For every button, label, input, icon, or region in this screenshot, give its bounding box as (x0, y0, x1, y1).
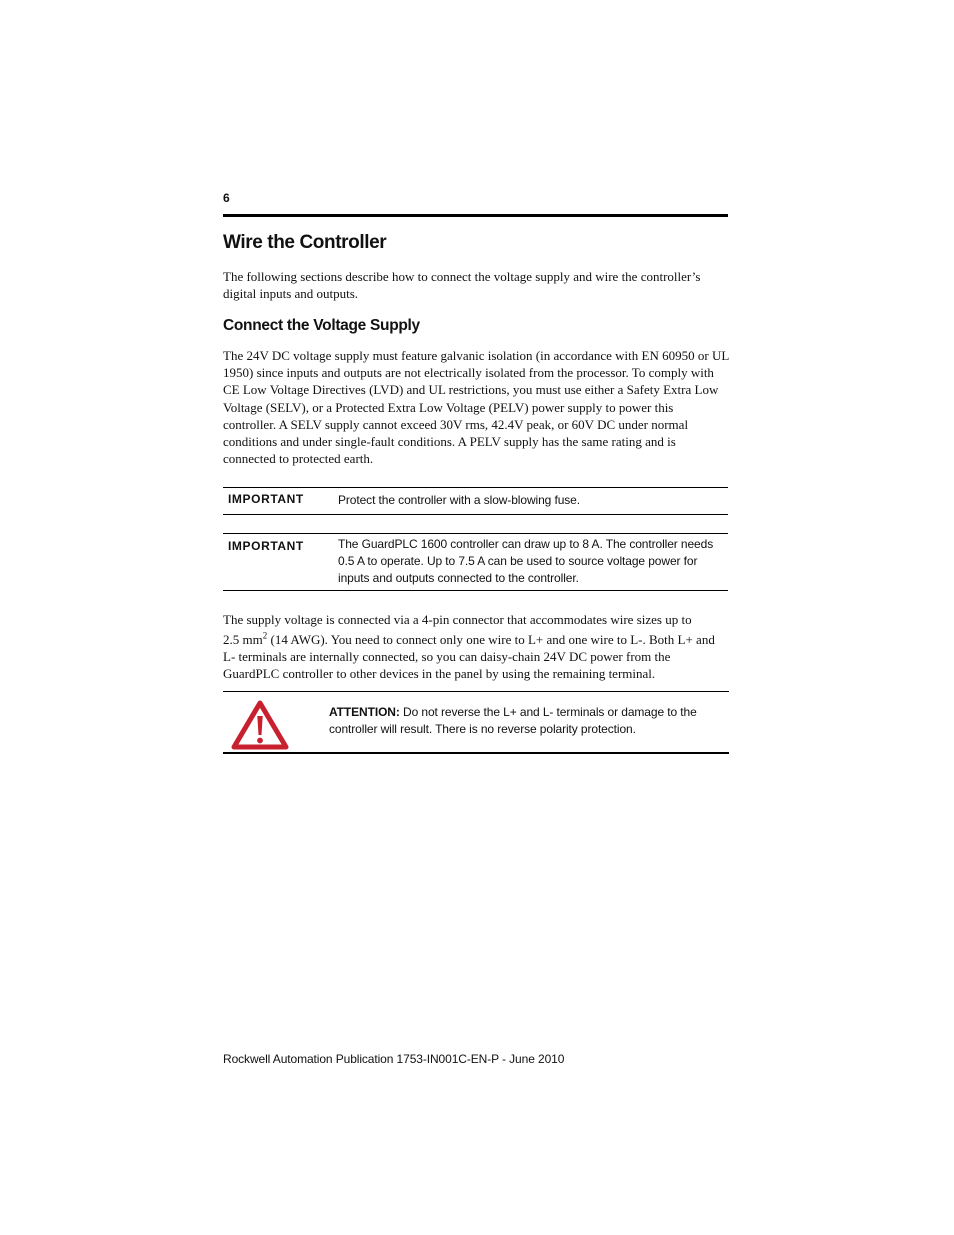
warning-triangle-icon (231, 700, 289, 750)
section-intro: The following sections describe how to connect the voltage supply and wire the controller’s digital inputs and outputs. (223, 269, 701, 302)
header-rule (223, 214, 728, 217)
section-title: Wire the Controller (223, 232, 387, 253)
attention-label: ATTENTION: (329, 705, 400, 719)
page-number: 6 (223, 191, 230, 205)
voltage-supply-paragraph: The 24V DC voltage supply must feature galvanic isolation (in accordance with EN 60950 or UL 1950) since inputs and outputs are not electrically isolated from the processor. To comply with CE Low Voltage Directives (LVD) and UL restrictions, you must use either a Safety Extra Low Voltage (SELV), or a Protected Extra Low Voltage (PELV) power supply to power this controller. A SELV supply cannot exceed 30V rms, 42.4V peak, or 60V DC under normal conditions and under single-fault conditions. A PELV supply has the same rating and is connected to protected earth. (223, 348, 729, 467)
attention-notice (223, 691, 729, 754)
important-text: Protect the controller with a slow-blowing fuse. (338, 493, 580, 507)
important-text: The GuardPLC 1600 controller can draw up to 8 A. The controller needs 0.5 A to operate. Up to 7.5 A can be used to source voltage power for inputs and outputs connected to the controller. (338, 537, 714, 585)
important-label: IMPORTANT (228, 539, 304, 553)
connector-text-line1: The supply voltage is connected via a 4-pin connector that accommodates wire sizes up to (223, 612, 692, 627)
wire-size: 2.5 mm (223, 632, 263, 647)
wire-size-exponent: 2 (262, 630, 268, 641)
supply-connector-paragraph (223, 611, 729, 682)
publication-footer: Rockwell Automation Publication 1753-IN001C-EN-P - June 2010 (223, 1052, 565, 1066)
attention-text (329, 704, 699, 738)
important-notice-current (223, 533, 728, 591)
important-label: IMPORTANT (228, 492, 304, 506)
connector-text-rest: (14 AWG). You need to connect only one wire to L+ and one wire to L-. Both L+ and L- terminals are internally connected, so you can daisy-chain 24V DC power from the GuardPLC controller to other devices in the panel by using the remaining terminal. (223, 632, 715, 681)
subsection-title: Connect the Voltage Supply (223, 317, 420, 334)
attention-message: Do not reverse the L+ and L- terminals or damage to the controller will result. There is no reverse polarity protection. (329, 705, 697, 736)
important-notice-fuse (223, 487, 728, 515)
